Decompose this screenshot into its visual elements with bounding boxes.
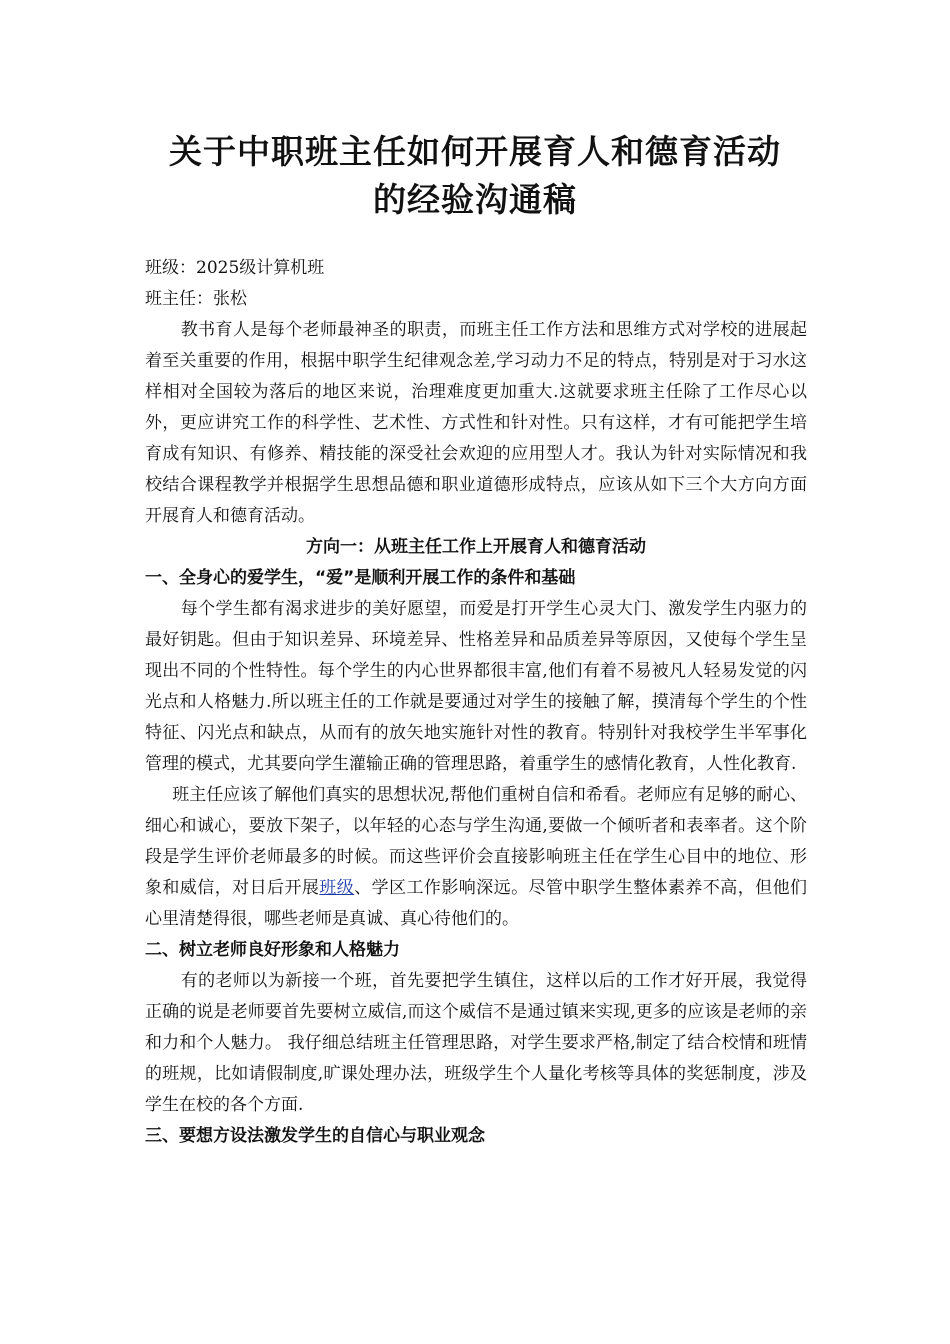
class-link[interactable]: 班级	[319, 878, 355, 898]
paragraph-text: 、学区工作影响深远。尽管中职学生整体素养不高，但他们心里清楚得很，哪些老师是真诚、真心待他们的。	[145, 878, 808, 929]
paragraph-text: 班主任应该了解他们真实的思想状况,帮他们重树自信和希看。老师应有足够的耐心、细心和诚心，要放下架子，以年轻的心态与学生沟通,要做一个倾听者和表率者。这个阶段是学生评价老师最多的时候。而这些评价会直接影响班主任在学生心目中的地位、形象和威信，对日后开展	[145, 785, 807, 898]
document-title-line-2: 的经验沟通稿	[373, 180, 577, 219]
intro-paragraph: 教书育人是每个老师最神圣的职责，而班主任工作方法和思维方式对学校的进展起着至关重要的作用，根据中职学生纪律观念差,学习动力不足的特点，特别是对于习水这样相对全国较为落后的地区来说，治理难度更加重大.这就要求班主任除了工作尽心以外，更应讲究工作的科学性、艺术性、方式性和针对性。只有这样，才有可能把学生培育成有知识、有修养、精技能的深受社会欢迎的应用型人才。我认为针对实际情况和我校结合课程教学并根据学生思想品德和职业道德形成特点，应该从如下三个大方向方面开展育人和德育活动。	[145, 320, 807, 526]
section-one-paragraph-2	[145, 780, 807, 935]
section-one-heading: 一、全身心的爱学生，“爱”是顺利开展工作的条件和基础	[145, 568, 576, 588]
document-body	[145, 253, 807, 1152]
teacher-info: 班主任：张松	[145, 289, 247, 309]
direction-one-heading: 方向一：从班主任工作上开展育人和德育活动	[306, 537, 646, 557]
section-three-heading: 三、要想方设法激发学生的自信心与职业观念	[145, 1126, 485, 1146]
section-one-paragraph-1: 每个学生都有渴求进步的美好愿望，而爱是打开学生心灵大门、激发学生内驱力的最好钥匙。但由于知识差异、环境差异、性格差异和品质差异等原因，又使每个学生呈现出不同的个性特性。每个学生的内心世界都很丰富,他们有着不易被凡人轻易发觉的闪光点和人格魅力.所以班主任的工作就是要通过对学生的接触了解，摸清每个学生的个性特征、闪光点和缺点，从而有的放矢地实施针对性的教育。特别针对我校学生半军事化管理的模式，尤其要向学生灌输正确的管理思路，着重学生的感情化教育，人性化教育.	[145, 599, 807, 774]
section-two-heading: 二、树立老师良好形象和人格魅力	[145, 940, 400, 960]
class-info: 班级：2025级计算机班	[145, 258, 325, 278]
section-two-paragraph: 有的老师以为新接一个班，首先要把学生镇住，这样以后的工作才好开展，我觉得正确的说是老师要首先要树立威信,而这个威信不是通过镇来实现,更多的应该是老师的亲和力和个人魅力。 我仔细总结班主任管理思路，对学生要求严格,制定了结合校情和班情的班规，比如请假制度,旷课处理办法，班级学生个人量化考核等具体的奖惩制度，涉及学生在校的各个方面.	[145, 971, 807, 1115]
document-title-line-1: 关于中职班主任如何开展育人和德育活动	[169, 132, 781, 171]
